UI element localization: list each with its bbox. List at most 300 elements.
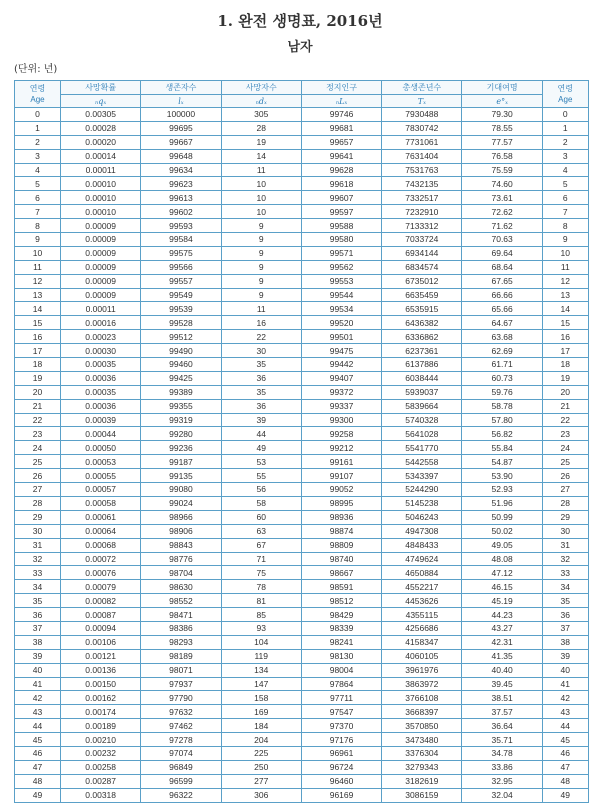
age-cell: 18 <box>15 358 61 372</box>
table-row <box>15 233 589 247</box>
total-years-cell: 3473480 <box>382 733 462 747</box>
unit-label: (단위: 년) <box>14 64 58 75</box>
header-stationary-pop: 정지인구 <box>301 81 381 95</box>
age-cell: 6 <box>542 191 588 205</box>
total-years-cell: 7133312 <box>382 219 462 233</box>
total-years-cell: 5839664 <box>382 399 462 413</box>
age-cell: 46 <box>15 746 61 760</box>
survivors-cell: 99528 <box>141 316 221 330</box>
age-cell: 29 <box>15 510 61 524</box>
stationary-pop-cell: 99597 <box>301 205 381 219</box>
stationary-pop-cell: 98339 <box>301 621 381 635</box>
age-header-en: Age <box>30 95 45 104</box>
age-cell: 1 <box>15 121 61 135</box>
total-years-cell: 4848433 <box>382 538 462 552</box>
stationary-pop-cell: 99641 <box>301 149 381 163</box>
deaths-cell: 277 <box>221 774 301 788</box>
life-expectancy-cell: 35.71 <box>462 733 542 747</box>
life-expectancy-cell: 57.80 <box>462 413 542 427</box>
deaths-cell: 119 <box>221 649 301 663</box>
age-cell: 14 <box>15 302 61 316</box>
table-row <box>15 469 589 483</box>
deaths-cell: 56 <box>221 483 301 497</box>
table-row <box>15 580 589 594</box>
table-row <box>15 121 589 135</box>
stationary-pop-cell: 97864 <box>301 677 381 691</box>
deaths-cell: 11 <box>221 163 301 177</box>
age-cell: 32 <box>542 552 588 566</box>
death-prob-cell: 0.00082 <box>61 594 141 608</box>
total-years-cell: 7631404 <box>382 149 462 163</box>
age-cell: 7 <box>542 205 588 219</box>
death-prob-cell: 0.00035 <box>61 385 141 399</box>
total-years-cell: 6635459 <box>382 288 462 302</box>
survivors-cell: 99648 <box>141 149 221 163</box>
death-prob-cell: 0.00009 <box>61 233 141 247</box>
age-cell: 4 <box>15 163 61 177</box>
age-cell: 24 <box>542 441 588 455</box>
age-cell: 8 <box>15 219 61 233</box>
age-cell: 0 <box>15 108 61 122</box>
total-years-cell: 6535915 <box>382 302 462 316</box>
age-cell: 36 <box>542 608 588 622</box>
life-expectancy-cell: 66.66 <box>462 288 542 302</box>
stationary-pop-cell: 98874 <box>301 524 381 538</box>
life-expectancy-cell: 50.99 <box>462 510 542 524</box>
age-cell: 45 <box>15 733 61 747</box>
age-cell: 38 <box>542 635 588 649</box>
life-table <box>14 80 589 803</box>
stationary-pop-cell: 99161 <box>301 455 381 469</box>
death-prob-cell: 0.00210 <box>61 733 141 747</box>
header-death-prob: 사망확률 <box>61 81 141 95</box>
death-prob-cell: 0.00011 <box>61 302 141 316</box>
deaths-cell: 9 <box>221 233 301 247</box>
deaths-cell: 63 <box>221 524 301 538</box>
age-cell: 35 <box>15 594 61 608</box>
table-row <box>15 358 589 372</box>
life-expectancy-cell: 56.82 <box>462 427 542 441</box>
total-years-cell: 4158347 <box>382 635 462 649</box>
stationary-pop-cell: 99746 <box>301 108 381 122</box>
deaths-cell: 147 <box>221 677 301 691</box>
age-cell: 39 <box>542 649 588 663</box>
age-cell: 11 <box>15 260 61 274</box>
stationary-pop-cell: 99372 <box>301 385 381 399</box>
death-prob-cell: 0.00087 <box>61 608 141 622</box>
stationary-pop-cell: 99107 <box>301 469 381 483</box>
life-expectancy-cell: 72.62 <box>462 205 542 219</box>
life-expectancy-cell: 50.02 <box>462 524 542 538</box>
deaths-cell: 305 <box>221 108 301 122</box>
life-expectancy-cell: 34.78 <box>462 746 542 760</box>
stationary-pop-cell: 99553 <box>301 274 381 288</box>
survivors-cell: 99236 <box>141 441 221 455</box>
total-years-cell: 5939037 <box>382 385 462 399</box>
survivors-cell: 97278 <box>141 733 221 747</box>
age-cell: 18 <box>542 358 588 372</box>
total-years-cell: 4355115 <box>382 608 462 622</box>
life-expectancy-cell: 32.04 <box>462 788 542 802</box>
survivors-cell: 98189 <box>141 649 221 663</box>
stationary-pop-cell: 99258 <box>301 427 381 441</box>
stationary-pop-cell: 98004 <box>301 663 381 677</box>
survivors-cell: 98630 <box>141 580 221 594</box>
death-prob-cell: 0.00039 <box>61 413 141 427</box>
age-cell: 49 <box>542 788 588 802</box>
life-expectancy-cell: 60.73 <box>462 371 542 385</box>
table-body <box>15 108 589 803</box>
total-years-cell: 6336862 <box>382 330 462 344</box>
page-title: 1. 완전 생명표, 2016년 <box>217 12 383 30</box>
survivors-cell: 99135 <box>141 469 221 483</box>
age-cell: 44 <box>15 719 61 733</box>
survivors-cell: 99602 <box>141 205 221 219</box>
age-cell: 10 <box>15 246 61 260</box>
table-row <box>15 566 589 580</box>
age-cell: 26 <box>15 469 61 483</box>
total-years-cell: 5343397 <box>382 469 462 483</box>
total-years-cell: 3961976 <box>382 663 462 677</box>
survivors-cell: 96322 <box>141 788 221 802</box>
life-expectancy-cell: 39.45 <box>462 677 542 691</box>
total-years-cell: 7930488 <box>382 108 462 122</box>
deaths-cell: 81 <box>221 594 301 608</box>
deaths-cell: 30 <box>221 344 301 358</box>
total-years-cell: 4749624 <box>382 552 462 566</box>
age-cell: 4 <box>542 163 588 177</box>
table-row <box>15 288 589 302</box>
age-cell: 23 <box>542 427 588 441</box>
survivors-cell: 98776 <box>141 552 221 566</box>
total-years-cell: 3668397 <box>382 705 462 719</box>
table-row <box>15 399 589 413</box>
life-expectancy-cell: 55.84 <box>462 441 542 455</box>
age-cell: 26 <box>542 469 588 483</box>
deaths-cell: 35 <box>221 385 301 399</box>
life-expectancy-cell: 77.57 <box>462 135 542 149</box>
death-prob-cell: 0.00162 <box>61 691 141 705</box>
total-years-cell: 3766108 <box>382 691 462 705</box>
age-cell: 38 <box>15 635 61 649</box>
survivors-cell: 98843 <box>141 538 221 552</box>
life-expectancy-cell: 41.35 <box>462 649 542 663</box>
life-expectancy-cell: 40.40 <box>462 663 542 677</box>
symbol-Lx: ₙLₓ <box>301 95 381 108</box>
age-cell: 8 <box>542 219 588 233</box>
deaths-cell: 67 <box>221 538 301 552</box>
stationary-pop-cell: 99544 <box>301 288 381 302</box>
deaths-cell: 11 <box>221 302 301 316</box>
death-prob-cell: 0.00009 <box>61 274 141 288</box>
life-expectancy-cell: 65.66 <box>462 302 542 316</box>
deaths-cell: 306 <box>221 788 301 802</box>
age-cell: 37 <box>15 621 61 635</box>
life-expectancy-cell: 74.60 <box>462 177 542 191</box>
stationary-pop-cell: 99571 <box>301 246 381 260</box>
table-row <box>15 108 589 122</box>
age-cell: 5 <box>542 177 588 191</box>
age-cell: 25 <box>542 455 588 469</box>
survivors-cell: 99695 <box>141 121 221 135</box>
life-expectancy-cell: 45.19 <box>462 594 542 608</box>
total-years-cell: 5541770 <box>382 441 462 455</box>
total-years-cell: 3279343 <box>382 760 462 774</box>
survivors-cell: 99512 <box>141 330 221 344</box>
age-cell: 12 <box>15 274 61 288</box>
deaths-cell: 250 <box>221 760 301 774</box>
death-prob-cell: 0.00055 <box>61 469 141 483</box>
deaths-cell: 10 <box>221 191 301 205</box>
survivors-cell: 99425 <box>141 371 221 385</box>
death-prob-cell: 0.00014 <box>61 149 141 163</box>
stationary-pop-cell: 99607 <box>301 191 381 205</box>
stationary-pop-cell: 99407 <box>301 371 381 385</box>
survivors-cell: 99280 <box>141 427 221 441</box>
survivors-cell: 99539 <box>141 302 221 316</box>
life-expectancy-cell: 68.64 <box>462 260 542 274</box>
deaths-cell: 55 <box>221 469 301 483</box>
age-cell: 34 <box>15 580 61 594</box>
death-prob-cell: 0.00189 <box>61 719 141 733</box>
deaths-cell: 16 <box>221 316 301 330</box>
total-years-cell: 4453626 <box>382 594 462 608</box>
death-prob-cell: 0.00150 <box>61 677 141 691</box>
age-header-kr: 연령 <box>29 84 46 93</box>
survivors-cell: 98071 <box>141 663 221 677</box>
table-row <box>15 302 589 316</box>
death-prob-cell: 0.00232 <box>61 746 141 760</box>
stationary-pop-cell: 97176 <box>301 733 381 747</box>
total-years-cell: 4256686 <box>382 621 462 635</box>
life-expectancy-cell: 64.67 <box>462 316 542 330</box>
survivors-cell: 98471 <box>141 608 221 622</box>
total-years-cell: 3863972 <box>382 677 462 691</box>
age-cell: 40 <box>542 663 588 677</box>
stationary-pop-cell: 97547 <box>301 705 381 719</box>
deaths-cell: 9 <box>221 219 301 233</box>
stationary-pop-cell: 99052 <box>301 483 381 497</box>
table-row <box>15 608 589 622</box>
total-years-cell: 6436382 <box>382 316 462 330</box>
deaths-cell: 14 <box>221 149 301 163</box>
death-prob-cell: 0.00023 <box>61 330 141 344</box>
death-prob-cell: 0.00079 <box>61 580 141 594</box>
survivors-cell: 99593 <box>141 219 221 233</box>
survivors-cell: 98293 <box>141 635 221 649</box>
age-cell: 44 <box>542 719 588 733</box>
page-subtitle: 남자 <box>287 40 313 55</box>
age-cell: 49 <box>15 788 61 802</box>
stationary-pop-cell: 96169 <box>301 788 381 802</box>
death-prob-cell: 0.00258 <box>61 760 141 774</box>
survivors-cell: 99584 <box>141 233 221 247</box>
survivors-cell: 99490 <box>141 344 221 358</box>
life-expectancy-cell: 42.31 <box>462 635 542 649</box>
total-years-cell: 7033724 <box>382 233 462 247</box>
age-cell: 13 <box>542 288 588 302</box>
survivors-cell: 99460 <box>141 358 221 372</box>
total-years-cell: 7830742 <box>382 121 462 135</box>
total-years-cell: 3376304 <box>382 746 462 760</box>
survivors-cell: 98966 <box>141 510 221 524</box>
table-row <box>15 274 589 288</box>
age-cell: 11 <box>542 260 588 274</box>
stationary-pop-cell: 98995 <box>301 496 381 510</box>
total-years-cell: 7531763 <box>382 163 462 177</box>
death-prob-cell: 0.00174 <box>61 705 141 719</box>
age-cell: 15 <box>542 316 588 330</box>
total-years-cell: 6934144 <box>382 246 462 260</box>
deaths-cell: 104 <box>221 635 301 649</box>
life-expectancy-cell: 44.23 <box>462 608 542 622</box>
age-cell: 23 <box>15 427 61 441</box>
table-row <box>15 371 589 385</box>
stationary-pop-cell: 99300 <box>301 413 381 427</box>
age-cell: 41 <box>15 677 61 691</box>
deaths-cell: 9 <box>221 260 301 274</box>
total-years-cell: 6237361 <box>382 344 462 358</box>
survivors-cell: 98386 <box>141 621 221 635</box>
age-cell: 19 <box>542 371 588 385</box>
deaths-cell: 44 <box>221 427 301 441</box>
table-row <box>15 677 589 691</box>
stationary-pop-cell: 99580 <box>301 233 381 247</box>
survivors-cell: 99634 <box>141 163 221 177</box>
table-row <box>15 441 589 455</box>
stationary-pop-cell: 99628 <box>301 163 381 177</box>
symbol-Tx: Tₓ <box>382 95 462 108</box>
deaths-cell: 28 <box>221 121 301 135</box>
deaths-cell: 60 <box>221 510 301 524</box>
life-expectancy-cell: 37.57 <box>462 705 542 719</box>
age-cell: 47 <box>542 760 588 774</box>
table-row <box>15 385 589 399</box>
age-cell: 9 <box>15 233 61 247</box>
death-prob-cell: 0.00072 <box>61 552 141 566</box>
age-cell: 29 <box>542 510 588 524</box>
death-prob-cell: 0.00020 <box>61 135 141 149</box>
age-cell: 3 <box>15 149 61 163</box>
stationary-pop-cell: 98936 <box>301 510 381 524</box>
age-cell: 5 <box>15 177 61 191</box>
death-prob-cell: 0.00068 <box>61 538 141 552</box>
age-cell: 21 <box>542 399 588 413</box>
death-prob-cell: 0.00058 <box>61 496 141 510</box>
table-row <box>15 524 589 538</box>
age-cell: 33 <box>15 566 61 580</box>
age-cell: 2 <box>15 135 61 149</box>
age-cell: 20 <box>542 385 588 399</box>
age-cell: 14 <box>542 302 588 316</box>
death-prob-cell: 0.00061 <box>61 510 141 524</box>
death-prob-cell: 0.00028 <box>61 121 141 135</box>
stationary-pop-cell: 99681 <box>301 121 381 135</box>
survivors-cell: 97937 <box>141 677 221 691</box>
life-expectancy-cell: 69.64 <box>462 246 542 260</box>
life-expectancy-cell: 73.61 <box>462 191 542 205</box>
deaths-cell: 9 <box>221 274 301 288</box>
life-expectancy-cell: 36.64 <box>462 719 542 733</box>
deaths-cell: 35 <box>221 358 301 372</box>
stationary-pop-cell: 98241 <box>301 635 381 649</box>
deaths-cell: 36 <box>221 371 301 385</box>
life-expectancy-cell: 70.63 <box>462 233 542 247</box>
age-cell: 27 <box>542 483 588 497</box>
survivors-cell: 99557 <box>141 274 221 288</box>
symbol-lx: lₓ <box>141 95 221 108</box>
table-row <box>15 330 589 344</box>
table-row <box>15 205 589 219</box>
age-cell: 37 <box>542 621 588 635</box>
deaths-cell: 93 <box>221 621 301 635</box>
table-row <box>15 538 589 552</box>
age-cell: 32 <box>15 552 61 566</box>
stationary-pop-cell: 99657 <box>301 135 381 149</box>
age-cell: 3 <box>542 149 588 163</box>
total-years-cell: 5740328 <box>382 413 462 427</box>
table-row <box>15 663 589 677</box>
age-cell: 36 <box>15 608 61 622</box>
table-row <box>15 719 589 733</box>
header-life-expectancy: 기대여명 <box>462 81 542 95</box>
deaths-cell: 158 <box>221 691 301 705</box>
age-header-left <box>15 81 61 108</box>
deaths-cell: 10 <box>221 205 301 219</box>
stationary-pop-cell: 98429 <box>301 608 381 622</box>
symbol-ex: e°ₓ <box>462 95 542 108</box>
total-years-cell: 7432135 <box>382 177 462 191</box>
table-row <box>15 691 589 705</box>
death-prob-cell: 0.00016 <box>61 316 141 330</box>
total-years-cell: 6834574 <box>382 260 462 274</box>
survivors-cell: 96599 <box>141 774 221 788</box>
stationary-pop-cell: 99337 <box>301 399 381 413</box>
life-expectancy-cell: 46.15 <box>462 580 542 594</box>
life-expectancy-cell: 75.59 <box>462 163 542 177</box>
table-row <box>15 149 589 163</box>
table-row <box>15 496 589 510</box>
stationary-pop-cell: 99475 <box>301 344 381 358</box>
death-prob-cell: 0.00136 <box>61 663 141 677</box>
table-row <box>15 705 589 719</box>
age-cell: 7 <box>15 205 61 219</box>
table-row <box>15 621 589 635</box>
death-prob-cell: 0.00010 <box>61 191 141 205</box>
life-expectancy-cell: 63.68 <box>462 330 542 344</box>
age-cell: 39 <box>15 649 61 663</box>
life-expectancy-cell: 53.90 <box>462 469 542 483</box>
age-cell: 41 <box>542 677 588 691</box>
age-cell: 13 <box>15 288 61 302</box>
table-row <box>15 788 589 802</box>
total-years-cell: 4552217 <box>382 580 462 594</box>
deaths-cell: 225 <box>221 746 301 760</box>
stationary-pop-cell: 99501 <box>301 330 381 344</box>
life-expectancy-cell: 79.30 <box>462 108 542 122</box>
survivors-cell: 98906 <box>141 524 221 538</box>
age-cell: 31 <box>542 538 588 552</box>
table-row <box>15 163 589 177</box>
table-row <box>15 316 589 330</box>
age-cell: 17 <box>15 344 61 358</box>
table-row <box>15 246 589 260</box>
deaths-cell: 184 <box>221 719 301 733</box>
stationary-pop-cell: 98809 <box>301 538 381 552</box>
total-years-cell: 5244290 <box>382 483 462 497</box>
deaths-cell: 53 <box>221 455 301 469</box>
total-years-cell: 6137886 <box>382 358 462 372</box>
